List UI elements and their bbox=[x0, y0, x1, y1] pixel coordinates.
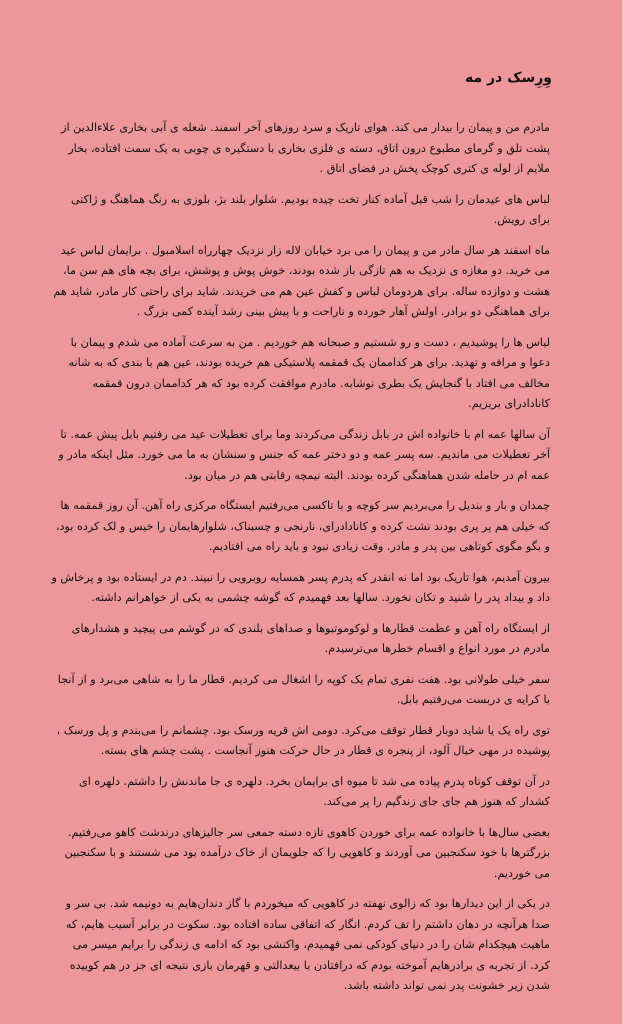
paragraph-9: سفر خیلی طولانی بود. هفت نفری تمام یک کوپه را اشغال می کردیم. قطار ما را به شاهی می‌برد و از آنجا با کرایه ی دربست می‌رفتیم بابل. bbox=[57, 672, 550, 706]
paragraph-11: در آن توقف کوتاه پدرم پیاده می شد تا میوه ای برایمان بخرد. دلهره ی جا ماندنش را داشتم. دلهره ای کشدار که هنوز هم جای جای زندگیم را پر می‌کند. bbox=[78, 774, 550, 808]
paragraph-2: لباس های عیدمان را شب قبل آماده کنار تخت چیده بودیم. شلوار بلند بژ، بلوزی به رنگ هماهنگ و ژاکتی برای رویش. bbox=[70, 192, 550, 226]
paragraph-7: بیرون آمدیم، هوا تاریک بود اما نه انقدر که پدرم پسر همسایه روبرویی را نبیند. دم در ایستاده بود و پرخاش و داد و بیداد پدر را شنید و تکان نخورد. سالها بعد فهمیدم که گوشه چشمی به یکی از خواهرانم داشته. bbox=[51, 570, 550, 604]
paragraph-8: از ایستگاه راه آهن و عظمت قطارها و لوکوموتیوها و صداهای بلندی که در گوشم می پیچید و هشدارهای مادرم در مورد انواع و اقسام خطرها می‌ترسیدم. bbox=[71, 621, 550, 655]
paragraph-5: آن سالها عمه ام با خانواده اش در بابل زندگی می‌کردند وما برای تعطیلات عید می رفتیم بابل پیش عمه. تا آخر تعطیلات می ماندیم. سه پسر عمه و دو دختر عمه که جنس و سنشان به ما می خورد. مثل اینکه مادر و عمه ام در حامله شدن هماهنگی کرده بودند. البته نیمچه رقابتی هم در میان بود. bbox=[58, 427, 550, 482]
document-body bbox=[50, 118, 550, 1007]
document-title: وِرِسک در مه bbox=[464, 70, 552, 86]
paragraph-6: چمدان و بار و بندیل را می‌بردیم سر کوچه و با تاکسی می‌رفتیم ایستگاه مرکزی راه آهن. آن روز قمقمه ها که خیلی هم پر پری بودند نشت کرده و کانادادرای، نارنجی و چسبناک، شلوارهایمان را خیس و لک کرده بود، و بگو مگوی کوتاهی بین پدر و مادر. وقت زیادی نبود و باید راه می افتادیم. bbox=[55, 499, 550, 553]
paragraph-13: در یکی از این دیدارها بود که زالوی نهفته در کاهویی که میخوردم با گاز دندان‌هایم به دونیمه شد. بی سر و صدا هرآنچه در دهان داشتم را تف کردم. انگار که اتفاقی ساده افتاده بود. سکوت در برابر آسیب هایم، که ماهیت هیچکدام شان را در دنیای کودکی نمی فهمیدم، واکنشی بود که ادامه ی زندگی را برایم میسر می کرد. از تجربه ی برادرهایم آموخته بودم که درافتادن با بیعدالتی و قهرمان بازی نتیجه ای جز در هم کوبیده شدن زیر خشونت پدر نمی تواند داشته باشد. bbox=[65, 897, 550, 992]
paragraph-12: بعضی سال‌ها با خانواده عمه برای خوردن کاهوی تازه دسته جمعی سر جالیزهای درندشت کاهو می‌رفتیم. بزرگترها با خود سکنجبین می آوردند و کاهویی را که جلویمان از خاک درآمده بود می شستند و با سکنجبین می خوردیم. bbox=[64, 825, 550, 880]
paragraph-1: مادرم من و پیمان را بیدار می کند. هوای تاریک و سرد روزهای آخر اسفند. شعله ی آبی بخاری علاءالدین از پشت تلق و گرمای مطبوع درون اتاق، دسته ی فلزی بخاری با دستگیره ی چوبی به یک سمت افتاده، بخار ملایم از لوله ی کتری کوچک پخش در فضای اتاق . bbox=[61, 121, 550, 175]
paragraph-4: لباس ها را پوشیدیم ، دست و رو شستیم و صبحانه هم خوردیم . من به سرعت آماده می شدم و پیمان با دعوا و مرافه و تهدید. برای هر کداممان یک قمقمه پلاستیکی هم خریده بودند، عین هم با بندی که به شانه مخالف می افتاد با گنجایش یک بطری نوشابه. مادرم موافقت کرده بود که هر کداممان درون قمقمه کانادادرای بریزیم. bbox=[68, 335, 550, 410]
paragraph-10: توی راه یک یا شاید دوبار قطار توقف می‌کرد. دومی اش قریه ورسک بود. چشمانم را می‌بندم و پل ورسک ، پوشیده در مهی خیال آلود، از پنجره ی قطار در حال حرکت هنوز آنجاست . پشت چشم های بسته. bbox=[56, 723, 550, 757]
paragraph-3: ماه اسفند هر سال مادر من و پیمان را می برد خیابان لاله زار نزدیک چهارراه اسلامبول . برایمان لباس عید می خرید. دو مغازه ی نزدیک به هم تازگی باز شده بودند، خوش پوش و پوشش، برای بچه های هم سن ما، هشت و دوازده ساله. برای هردومان لباس و کفش عین هم می خریدند. شاید برای راحتی کار مادر، شاید هم برای هماهنگی دو برادر. اولش آهار خورده و ناراحت و با پیش بینی رشد آینده کمی بزرگ . bbox=[53, 243, 550, 318]
